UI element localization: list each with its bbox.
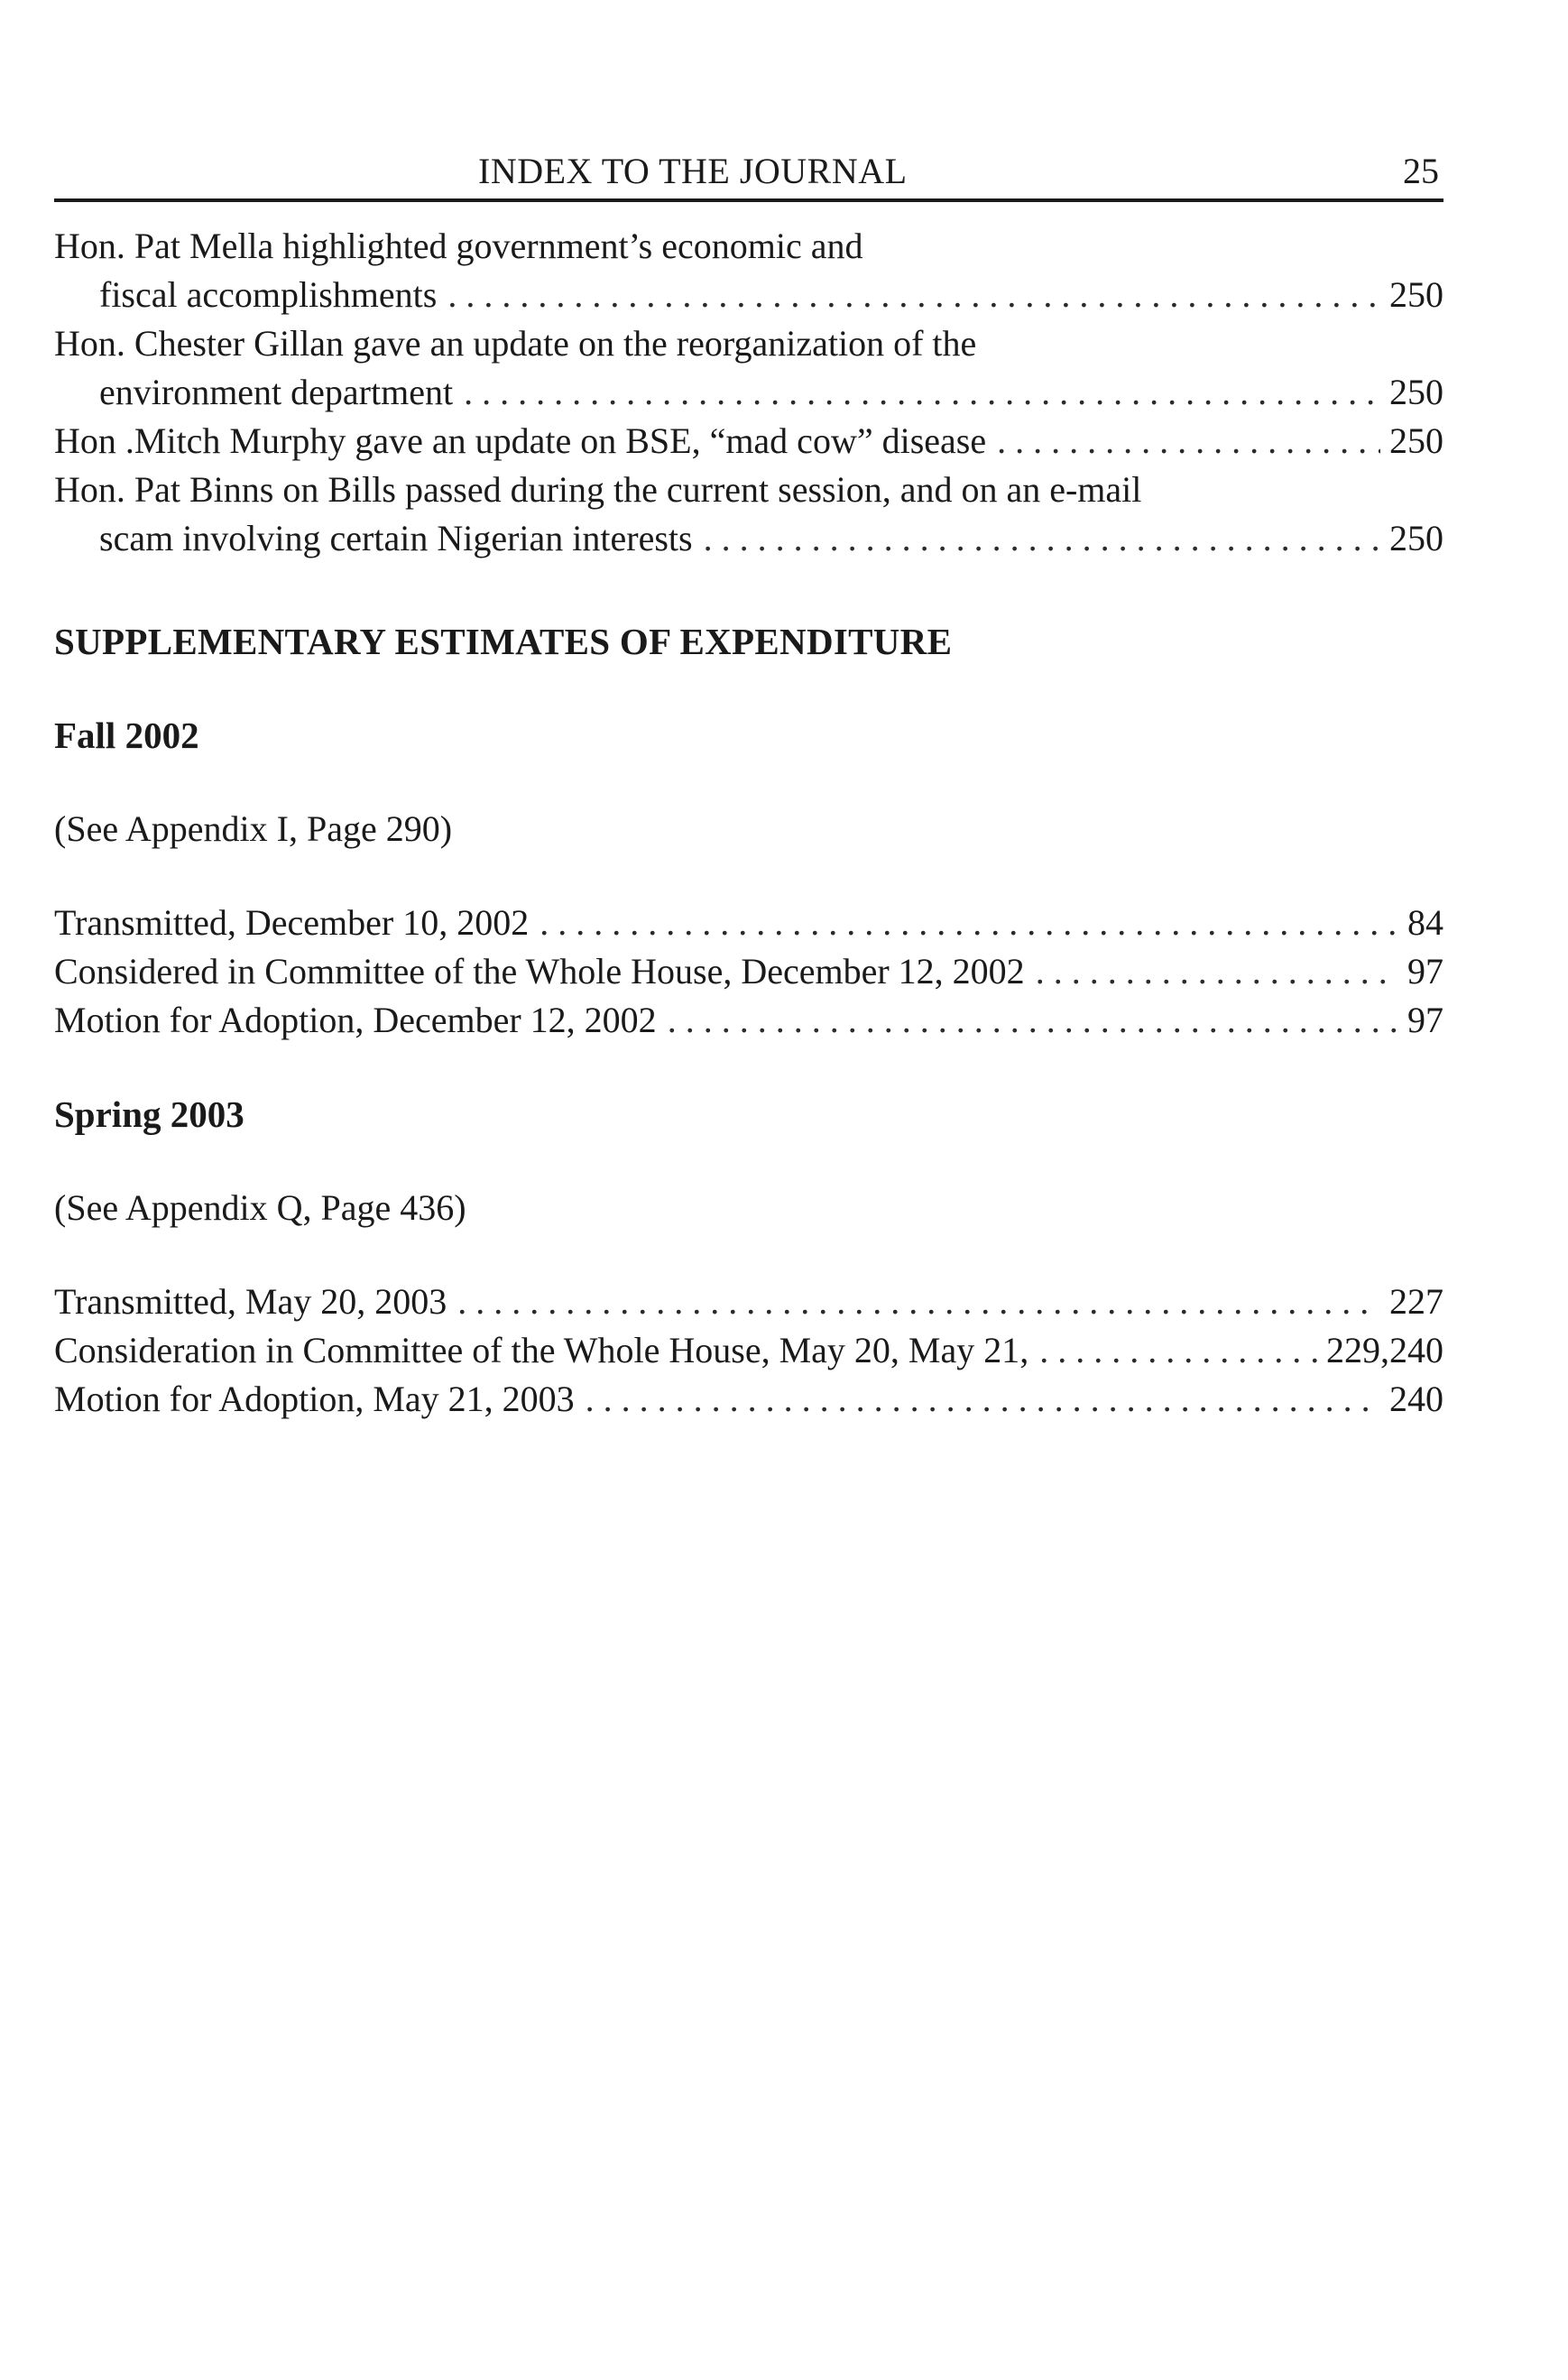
dot-leader <box>464 368 1380 417</box>
entry-text: Hon. Chester Gillan gave an update on the reorganization of the <box>54 323 977 364</box>
running-head-title: INDEX TO THE JOURNAL <box>478 151 908 191</box>
index-entry <box>54 1278 1443 1326</box>
subsection-heading-spring: Spring 2003 <box>54 1093 244 1135</box>
entry-page: 229,240 <box>1326 1330 1443 1370</box>
entry-text: Motion for Adoption, May 21, 2003 <box>54 1379 575 1419</box>
index-entry <box>54 417 1443 466</box>
index-entry <box>54 319 1443 417</box>
entry-text: Transmitted, December 10, 2002 <box>54 902 530 943</box>
index-entry <box>54 222 1443 319</box>
entry-text: Considered in Committee of the Whole House, December 12, 2002 <box>54 951 1025 992</box>
entry-page: 227 <box>1389 1281 1443 1322</box>
entry-text: Motion for Adoption, December 12, 2002 <box>54 1000 657 1040</box>
dot-leader <box>997 417 1380 466</box>
subsection-heading-fall: Fall 2002 <box>54 715 199 756</box>
entry-page: 97 <box>1407 951 1443 992</box>
entry-text: Hon. Pat Binns on Bills passed during the current session, and on an e-mail <box>54 469 1142 510</box>
entry-text: Hon. Pat Mella highlighted government’s economic and <box>54 226 863 266</box>
spring-entries <box>54 1278 1443 1424</box>
entry-text-continued: scam involving certain Nigerian interests <box>99 518 693 558</box>
entry-page: 250 <box>1389 420 1443 461</box>
dot-leader <box>457 1278 1380 1326</box>
entry-page: 250 <box>1389 518 1443 558</box>
entry-page: 240 <box>1389 1379 1443 1419</box>
index-entry <box>54 947 1443 996</box>
statements-list <box>54 222 1443 563</box>
dot-leader <box>668 996 1398 1045</box>
entry-text: Transmitted, May 20, 2003 <box>54 1281 447 1322</box>
entry-page: 250 <box>1389 274 1443 315</box>
dot-leader <box>447 271 1380 319</box>
entry-text-continued: environment department <box>99 372 454 412</box>
entry-page: 250 <box>1389 372 1443 412</box>
entry-text-continued: fiscal accomplishments <box>99 274 438 315</box>
index-entry <box>54 466 1443 563</box>
running-head <box>54 144 1443 202</box>
index-page <box>54 144 1443 1424</box>
entry-text: Hon .Mitch Murphy gave an update on BSE, “mad cow” disease <box>54 420 987 461</box>
fall-entries <box>54 899 1443 1045</box>
dot-leader <box>704 514 1380 563</box>
dot-leader <box>1036 947 1398 996</box>
appendix-reference: (See Appendix I, Page 290) <box>54 808 453 849</box>
index-entry <box>54 899 1443 947</box>
entry-page: 97 <box>1407 1000 1443 1040</box>
index-entry <box>54 1375 1443 1424</box>
entry-text: Consideration in Committee of the Whole House, May 20, May 21, <box>54 1330 1029 1370</box>
dot-leader <box>540 899 1398 947</box>
index-entry <box>54 996 1443 1045</box>
dot-leader <box>586 1375 1380 1424</box>
page-number: 25 <box>1403 151 1439 191</box>
index-entry <box>54 1326 1443 1375</box>
section-heading: SUPPLEMENTARY ESTIMATES OF EXPENDITURE <box>54 621 953 662</box>
entry-page: 84 <box>1407 902 1443 943</box>
appendix-reference: (See Appendix Q, Page 436) <box>54 1187 466 1228</box>
dot-leader <box>1039 1326 1317 1375</box>
